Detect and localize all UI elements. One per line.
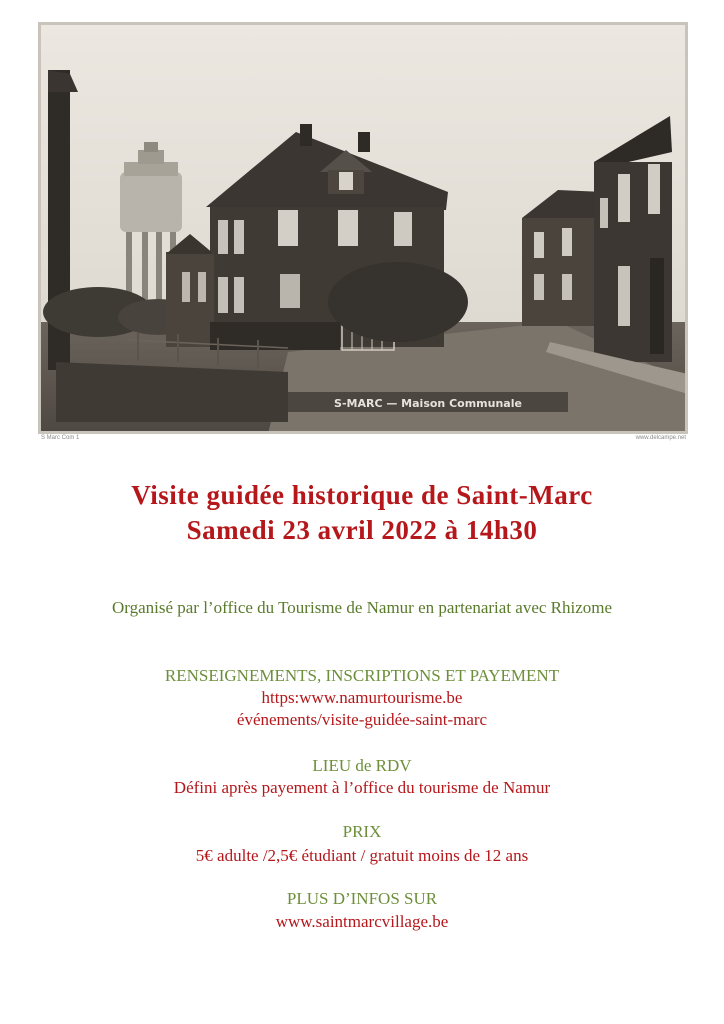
- event-title: Visite guidée historique de Saint-Marc: [131, 480, 593, 510]
- price-text: 5€ adulte /2,5€ étudiant / gratuit moins de 12 ans: [195, 846, 529, 865]
- meeting-text: Défini après payement à l’office du tourisme de Namur: [173, 778, 551, 797]
- registration-path[interactable]: événements/visite-guidée-saint-marc: [236, 710, 488, 729]
- registration-heading: RENSEIGNEMENTS, INSCRIPTIONS ET PAYEMENT: [164, 666, 560, 685]
- postcard-photo: [38, 22, 688, 434]
- event-date: Samedi 23 avril 2022 à 14h30: [186, 515, 538, 545]
- postcard-caption: S-MARC — Maison Communale: [334, 397, 522, 410]
- organizer-text: Organisé par l’office du Tourisme de Namur en partenariat avec Rhizome: [111, 598, 613, 617]
- registration-url[interactable]: https:www.namurtourisme.be: [261, 688, 463, 707]
- postcard-photo-image: [38, 22, 688, 434]
- price-heading: PRIX: [342, 822, 382, 841]
- meeting-heading: LIEU de RDV: [312, 756, 412, 775]
- photo-credit-left: S Marc Com 1: [41, 435, 80, 441]
- info-heading: PLUS D’INFOS SUR: [286, 889, 438, 908]
- info-url[interactable]: www.saintmarcvillage.be: [275, 912, 449, 931]
- photo-credit-right: www.delcampe.net: [635, 435, 686, 441]
